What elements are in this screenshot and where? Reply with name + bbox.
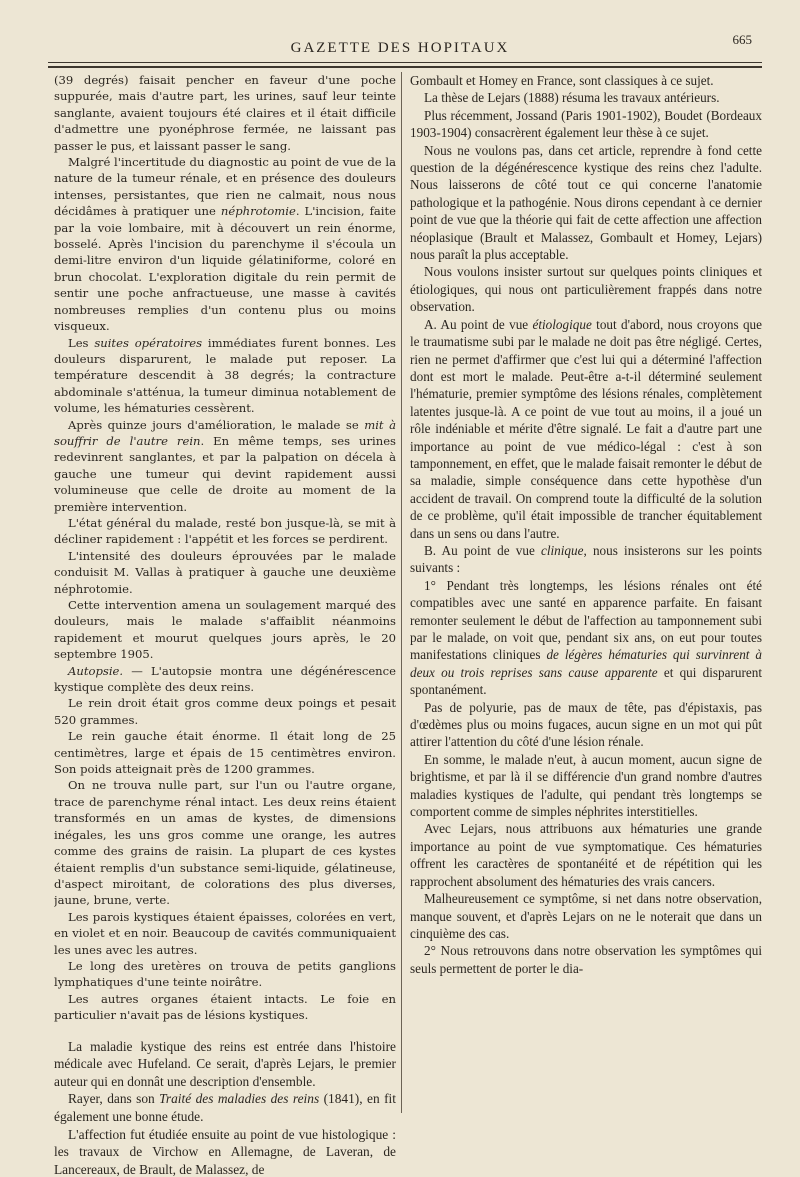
paragraph: L'intensité des douleurs éprouvées par le malade conduisit M. Vallas à pratiquer à gauche une deuxième néphrotomie. [54, 548, 396, 596]
paragraph: Après quinze jours d'amélioration, le malade se mit à souffrir de l'autre rein. En même temps, ses urines redevinrent sanglantes, et par la palpation on décela à gauche une tumeur qui devint rapidement aussi volumineuse que celle de droite au moment de la première intervention. [54, 417, 396, 514]
paragraph: Les autres organes étaient intacts. Le foie en particulier n'avait pas de lésions kystiques. [54, 991, 396, 1023]
left-column [54, 72, 396, 1177]
paragraph: Les parois kystiques étaient épaisses, colorées en vert, en violet et en noir. Beaucoup de cavités communiquaient les unes avec les autres. [54, 909, 396, 957]
paragraph: Rayer, dans son Traité des maladies des reins (1841), en fit également une bonne étude. [54, 1091, 396, 1124]
paragraph: 1° Pendant très longtemps, les lésions rénales ont été compatibles avec une santé en apparence parfaite. En faisant remonter seulement le début de l'affection au tamponnement subi par le malade, on voit que, pendant six ans, on eut pour toutes manifestations cliniques de légères hématuries qui survinrent à deux ou trois reprises sans cause apparente et qui disparurent spontanément. [410, 577, 762, 698]
header-rule [48, 62, 762, 63]
paragraph: Le rein droit était gros comme deux poings et pesait 520 grammes. [54, 696, 396, 727]
paragraph: B. Au point de vue clinique, nous insisterons sur les points suivants : [410, 542, 762, 576]
paragraph: Le long des uretères on trouva de petits ganglions lymphatiques d'une teinte noirâtre. [54, 958, 396, 990]
paragraph: 2° Nous retrouvons dans notre observation les symptômes qui seuls permettent de porter le dia- [410, 943, 762, 976]
paragraph: A. Au point de vue étiologique tout d'abord, nous croyons que le traumatisme subi par le malade ne doit pas être négligé. Certes, rien ne permet d'affirmer que c'est lui qui a déterminé l'affection dont est mort le malade. Peut-être a-t-il déterminé seulement l'hématurie, premier symptôme des lésions rénales, complètement latentes jusque-là. A ce point de vue tout au moins, il a joué un rôle indéniable et mérite d'être signalé. Le fait a d'autre part une importance au point de vue médico-légal : c'est à son tamponnement, en effet, que le malade faisait remonter le début de sa maladie, simple conséquence dans cette hypothèse d'un accident de travail. On comprend toute la difficulté de la solution de ce problème, qu'il était impossible de trancher équitablement dans un sens ou dans l'autre. [410, 316, 762, 541]
header-rule-thick [48, 66, 762, 68]
page-number: 665 [732, 32, 752, 47]
paragraph: En somme, le malade n'eut, à aucun moment, aucun signe de brightisme, et par là il se différencie d'un grand nombre d'autres maladies kystiques de l'adulte, qui pendant très longtemps se comportent comme de simples néphrites interstitielles. [410, 751, 762, 820]
paragraph: L'état général du malade, resté bon jusque-là, se mit à décliner rapidement : l'appétit et les forces se perdirent. [54, 515, 396, 547]
page-header [0, 30, 800, 66]
paragraph: Nous ne voulons pas, dans cet article, reprendre à fond cette question de la dégénérescence kystique des reins chez l'adulte. Nous laisserons de côté tout ce qui concerne l'anatomie pathologique et la pathogénie. Nous dirons cependant à ce dernier point de vue que la théorie qui fait de cette affection une affection néoplasique (Brault et Malassez, Gombault et Homey, Lejars) nous paraît la plus acceptable. [410, 142, 762, 263]
paragraph: La maladie kystique des reins est entrée dans l'histoire médicale avec Hufeland. Ce serait, d'après Lejars, le premier auteur qui en donnât une description d'ensemble. [54, 1038, 396, 1089]
paragraph: Autopsie. — L'autopsie montra une dégénérescence kystique complète des deux reins. [54, 663, 396, 695]
paragraph: Le rein gauche était énorme. Il était long de 25 centimètres, large et épais de 15 centimètres environ. Son poids atteignait près de 1200 grammes. [54, 729, 396, 777]
paragraph: L'affection fut étudiée ensuite au point de vue histologique : les travaux de Virchow en Allemagne, de Laveran, de Lancereaux, de Brault, de Malassez, de [54, 1126, 396, 1177]
right-column [410, 72, 762, 1177]
running-title: GAZETTE DES HOPITAUX [290, 40, 510, 56]
column-divider [401, 72, 402, 1113]
paragraph: Cette intervention amena un soulagement marqué des douleurs, mais le malade s'affaiblit néanmoins rapidement et mourut quelques jours après, le 20 septembre 1905. [54, 598, 396, 662]
paragraph: Avec Lejars, nous attribuons aux hématuries une grande importance au point de vue symptomatique. Ces hématuries offrent les caractères de spontanéité et de répétition qui les rapprochent absolument des hématuries des vrais cancers. [410, 821, 762, 889]
paragraph: (39 degrés) faisait pencher en faveur d'une poche suppurée, mais d'autre part, les urines, sauf leur teinte sanglante, avaient toujours été claires et il était difficile d'admettre une pyonéphrose fermée, ne laissant pas passer le pus, et laissant passer le sang. [54, 73, 396, 153]
paragraph: Les suites opératoires immédiates furent bonnes. Les douleurs disparurent, le malade put reposer. La température descendit à 38 degrés; la contracture abdominale s'atténua, la tumeur diminua notablement de volume, les hématuries cessèrent. [54, 335, 396, 416]
paragraph: Gombault et Homey en France, sont classiques à ce sujet. [410, 73, 714, 88]
paragraph: Malgré l'incertitude du diagnostic au point de vue de la nature de la tumeur rénale, et en présence des douleurs intenses, persistantes, que rien ne calmait, nous nous décidâmes à pratiquer une néphrotomie. L'incision, faite par la voie lombaire, mit à découvert un rein énorme, bosselé. Après l'incision du parenchyme il s'écoula un demi-litre environ d'un liquide gélatiniforme, coloré en brun chocolat. L'exploration digitale du rein permit de sentir une poche anfractueuse, une masse à cavités nombreuses remplies d'un contenu plus ou moins visqueux. [54, 155, 396, 334]
paragraph: Nous voulons insister surtout sur quelques points cliniques et étiologiques, qui nous ont particulièrement frappés dans notre observation. [410, 264, 762, 315]
paragraph: La thèse de Lejars (1888) résuma les travaux antérieurs. [424, 90, 720, 106]
paragraph: Plus récemment, Jossand (Paris 1901-1902), Boudet (Bordeaux 1903-1904) consacrèrent également leur thèse à ce sujet. [410, 107, 762, 141]
paragraph: On ne trouva nulle part, sur l'un ou l'autre organe, trace de parenchyme rénal intact. Les deux reins étaient transformés en un amas de kystes, de dimensions inégales, les uns gros comme une orange, les autres comme des grains de raisin. La plupart de ces kystes étaient remplis d'un substance semi-liquide, gélatineuse, d'aspect miroitant, de colorations des plus diverses, jaune, brune, verte. [54, 778, 396, 908]
paragraph: Malheureusement ce symptôme, si net dans notre observation, manque souvent, et d'après Lejars on ne le noterait que dans un cinquième des cas. [410, 891, 762, 941]
paragraph: Pas de polyurie, pas de maux de tête, pas d'épistaxis, pas d'œdèmes plus ou moins fugaces, aucun signe en un mot qui pût attirer l'attention du côté d'une lésion rénale. [410, 699, 762, 750]
